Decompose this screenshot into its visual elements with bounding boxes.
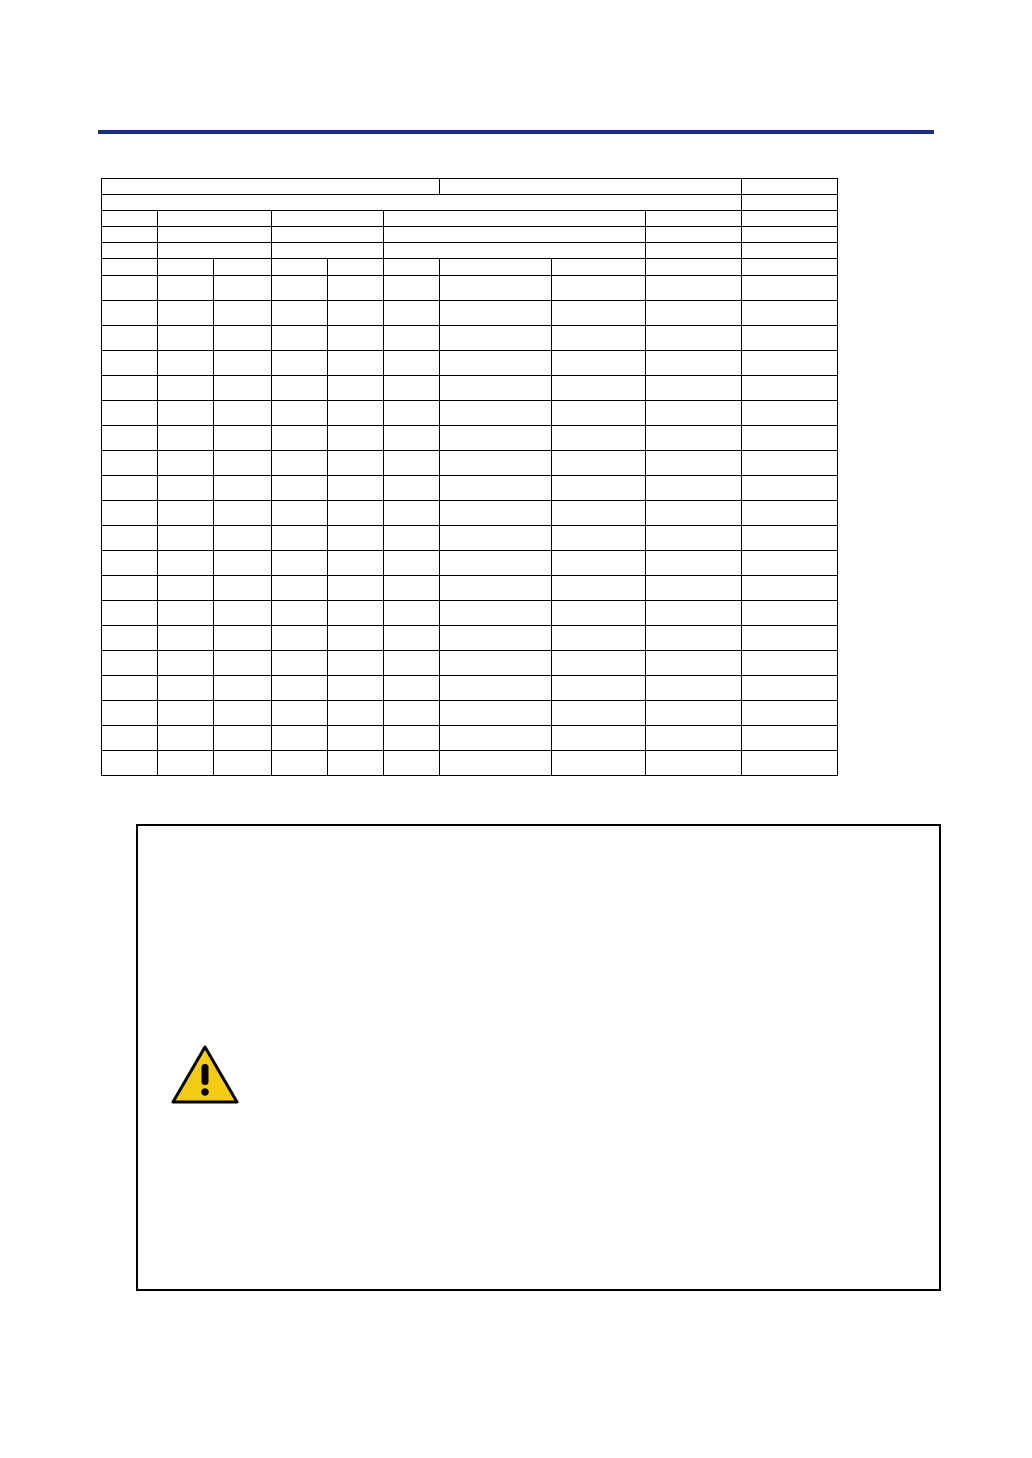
table-cell: [552, 576, 646, 601]
table-cell: [742, 601, 838, 626]
band-cell-empty: [742, 211, 838, 227]
table-cell: [328, 376, 384, 401]
table-cell: [440, 676, 552, 701]
table-cell: [272, 476, 328, 501]
table-row: [102, 276, 838, 301]
table-cell: [384, 526, 440, 551]
table-cell: [646, 476, 742, 501]
column-header-cell: [646, 259, 742, 276]
table-cell: [440, 401, 552, 426]
table-cell: [384, 601, 440, 626]
table-cell: [102, 301, 158, 326]
table-cell: [552, 326, 646, 351]
table-cell: [552, 351, 646, 376]
table-cell: [158, 726, 214, 751]
band-cell-redacted: [384, 211, 646, 227]
table-cell: [552, 401, 646, 426]
table-cell: [214, 626, 272, 651]
table-cell: [272, 726, 328, 751]
warning-note-box: [136, 824, 941, 1291]
band-cell-redacted: [102, 211, 158, 227]
table-cell: [328, 701, 384, 726]
table-cell: [272, 426, 328, 451]
table-cell: [742, 451, 838, 476]
table-cell: [552, 526, 646, 551]
table-cell: [742, 326, 838, 351]
table-row: [102, 726, 838, 751]
table-cell: [742, 701, 838, 726]
table-cell: [440, 651, 552, 676]
table-cell: [742, 551, 838, 576]
band-cell-redacted: [102, 179, 440, 195]
table-cell: [384, 751, 440, 776]
table-cell: [552, 676, 646, 701]
table-cell: [646, 276, 742, 301]
table-cell: [440, 301, 552, 326]
table-cell: [158, 451, 214, 476]
table-cell: [328, 326, 384, 351]
table-cell: [158, 501, 214, 526]
table-row: [102, 651, 838, 676]
table-cell: [328, 301, 384, 326]
table-cell: [552, 501, 646, 526]
header-divider-rule: [98, 130, 934, 134]
table-cell: [328, 276, 384, 301]
table-cell: [272, 451, 328, 476]
table-cell: [102, 451, 158, 476]
table-cell: [102, 626, 158, 651]
table-cell: [646, 301, 742, 326]
table-cell: [552, 651, 646, 676]
table-cell: [384, 501, 440, 526]
table-cell: [646, 326, 742, 351]
table-cell: [158, 751, 214, 776]
table-row: [102, 326, 838, 351]
table-cell: [440, 526, 552, 551]
band-cell-empty: [742, 179, 838, 195]
table-cell: [742, 426, 838, 451]
table-cell: [272, 676, 328, 701]
table-cell: [158, 526, 214, 551]
table-cell: [440, 601, 552, 626]
table-cell: [102, 526, 158, 551]
table-cell: [384, 726, 440, 751]
table-cell: [328, 401, 384, 426]
table-row: [102, 476, 838, 501]
table-cell: [102, 476, 158, 501]
table-row: [102, 526, 838, 551]
table-cell: [328, 576, 384, 601]
table-cell: [328, 751, 384, 776]
table-cell: [328, 551, 384, 576]
table-cell: [384, 376, 440, 401]
table-row: [102, 376, 838, 401]
specification-table-container: [101, 178, 837, 776]
table-cell: [552, 276, 646, 301]
table-cell: [742, 676, 838, 701]
table-cell: [384, 576, 440, 601]
column-header-cell: [272, 259, 328, 276]
table-cell: [384, 676, 440, 701]
table-band-row: [102, 195, 838, 211]
table-cell: [272, 501, 328, 526]
specification-table: [101, 178, 838, 776]
band-cell-redacted: [102, 243, 158, 259]
table-cell: [328, 601, 384, 626]
column-header-cell: [328, 259, 384, 276]
table-cell: [272, 701, 328, 726]
band-cell-empty: [158, 211, 272, 227]
table-cell: [158, 576, 214, 601]
column-header-cell: [102, 259, 158, 276]
table-cell: [552, 626, 646, 651]
table-cell: [102, 351, 158, 376]
table-cell: [440, 476, 552, 501]
table-cell: [158, 651, 214, 676]
table-cell: [272, 401, 328, 426]
table-cell: [102, 401, 158, 426]
table-cell: [272, 576, 328, 601]
table-cell: [214, 326, 272, 351]
table-cell: [552, 301, 646, 326]
table-cell: [102, 551, 158, 576]
table-cell: [328, 526, 384, 551]
table-cell: [384, 351, 440, 376]
table-cell: [158, 476, 214, 501]
table-cell: [102, 751, 158, 776]
warning-triangle-icon: [170, 1044, 240, 1106]
table-cell: [552, 726, 646, 751]
table-cell: [272, 326, 328, 351]
table-cell: [440, 626, 552, 651]
table-cell: [646, 626, 742, 651]
band-cell-empty: [102, 227, 158, 243]
table-cell: [440, 726, 552, 751]
table-row: [102, 701, 838, 726]
band-cell-empty: [272, 227, 384, 243]
specification-table-body: [102, 179, 838, 776]
table-cell: [272, 651, 328, 676]
table-cell: [328, 676, 384, 701]
table-cell: [646, 351, 742, 376]
table-cell: [742, 301, 838, 326]
table-cell: [214, 701, 272, 726]
table-cell: [646, 401, 742, 426]
band-cell-empty: [742, 243, 838, 259]
table-cell: [646, 651, 742, 676]
band-cell-empty: [272, 243, 384, 259]
table-cell: [646, 726, 742, 751]
table-cell: [440, 426, 552, 451]
table-cell: [646, 601, 742, 626]
table-cell: [214, 276, 272, 301]
band-cell-redacted: [440, 179, 742, 195]
table-cell: [102, 701, 158, 726]
table-cell: [646, 426, 742, 451]
table-cell: [440, 701, 552, 726]
table-cell: [384, 626, 440, 651]
table-cell: [742, 401, 838, 426]
table-cell: [646, 551, 742, 576]
table-cell: [102, 576, 158, 601]
table-cell: [272, 551, 328, 576]
table-row: [102, 601, 838, 626]
table-row: [102, 451, 838, 476]
table-cell: [552, 451, 646, 476]
table-cell: [440, 551, 552, 576]
table-cell: [102, 726, 158, 751]
table-cell: [272, 301, 328, 326]
column-header-cell: [384, 259, 440, 276]
table-cell: [384, 701, 440, 726]
table-cell: [158, 551, 214, 576]
table-row: [102, 401, 838, 426]
table-row: [102, 351, 838, 376]
table-cell: [384, 451, 440, 476]
band-cell-redacted: [102, 195, 742, 211]
table-cell: [742, 376, 838, 401]
table-cell: [742, 351, 838, 376]
table-cell: [742, 501, 838, 526]
table-cell: [552, 376, 646, 401]
table-cell: [552, 426, 646, 451]
table-cell: [214, 351, 272, 376]
table-cell: [158, 351, 214, 376]
table-band-row: [102, 211, 838, 227]
table-cell: [742, 626, 838, 651]
column-header-cell: [440, 259, 552, 276]
table-cell: [440, 751, 552, 776]
table-cell: [272, 751, 328, 776]
band-cell-empty: [158, 227, 272, 243]
column-header-cell: [742, 259, 838, 276]
table-cell: [440, 376, 552, 401]
table-cell: [552, 551, 646, 576]
table-cell: [102, 601, 158, 626]
table-row: [102, 301, 838, 326]
table-cell: [272, 276, 328, 301]
table-band-row: [102, 243, 838, 259]
table-cell: [214, 576, 272, 601]
table-cell: [552, 751, 646, 776]
table-cell: [158, 301, 214, 326]
table-cell: [742, 276, 838, 301]
band-cell-redacted: [384, 243, 646, 259]
table-cell: [742, 526, 838, 551]
table-cell: [384, 401, 440, 426]
table-cell: [742, 476, 838, 501]
table-cell: [552, 476, 646, 501]
table-cell: [158, 626, 214, 651]
table-cell: [214, 376, 272, 401]
table-row: [102, 501, 838, 526]
table-cell: [646, 751, 742, 776]
table-cell: [440, 501, 552, 526]
table-cell: [272, 351, 328, 376]
table-cell: [742, 726, 838, 751]
table-cell: [440, 351, 552, 376]
table-cell: [158, 426, 214, 451]
table-cell: [646, 451, 742, 476]
table-cell: [102, 426, 158, 451]
table-cell: [214, 751, 272, 776]
table-cell: [102, 376, 158, 401]
table-cell: [328, 626, 384, 651]
table-cell: [646, 676, 742, 701]
table-row: [102, 576, 838, 601]
table-cell: [214, 426, 272, 451]
table-cell: [440, 326, 552, 351]
table-cell: [440, 576, 552, 601]
table-cell: [158, 376, 214, 401]
band-cell-redacted: [646, 243, 742, 259]
table-cell: [102, 326, 158, 351]
band-cell-redacted: [646, 211, 742, 227]
table-band-row: [102, 179, 838, 195]
band-cell-empty: [742, 227, 838, 243]
table-cell: [384, 551, 440, 576]
table-cell: [214, 651, 272, 676]
table-cell: [158, 326, 214, 351]
table-row: [102, 551, 838, 576]
table-cell: [158, 276, 214, 301]
band-cell-redacted: [384, 227, 646, 243]
table-cell: [646, 701, 742, 726]
table-cell: [384, 326, 440, 351]
band-cell-empty: [158, 243, 272, 259]
table-cell: [646, 576, 742, 601]
table-cell: [272, 526, 328, 551]
table-cell: [214, 401, 272, 426]
table-cell: [272, 601, 328, 626]
band-cell-redacted: [646, 227, 742, 243]
table-cell: [552, 701, 646, 726]
table-cell: [742, 576, 838, 601]
table-cell: [646, 526, 742, 551]
table-cell: [214, 501, 272, 526]
table-cell: [214, 551, 272, 576]
table-cell: [328, 726, 384, 751]
column-header-cell: [214, 259, 272, 276]
table-cell: [646, 376, 742, 401]
table-cell: [214, 726, 272, 751]
table-cell: [214, 601, 272, 626]
table-cell: [214, 301, 272, 326]
table-cell: [552, 601, 646, 626]
table-cell: [328, 476, 384, 501]
table-cell: [158, 601, 214, 626]
band-cell-empty: [742, 195, 838, 211]
band-cell-empty: [272, 211, 384, 227]
table-cell: [272, 376, 328, 401]
table-cell: [102, 501, 158, 526]
table-row: [102, 676, 838, 701]
table-cell: [158, 401, 214, 426]
table-cell: [646, 501, 742, 526]
table-cell: [214, 476, 272, 501]
table-cell: [158, 701, 214, 726]
column-header-cell: [552, 259, 646, 276]
table-cell: [384, 301, 440, 326]
table-cell: [440, 276, 552, 301]
table-cell: [102, 676, 158, 701]
table-band-row: [102, 227, 838, 243]
table-cell: [158, 676, 214, 701]
table-cell: [214, 526, 272, 551]
table-cell: [328, 451, 384, 476]
table-cell: [328, 651, 384, 676]
table-cell: [214, 676, 272, 701]
table-cell: [328, 426, 384, 451]
column-header-cell: [158, 259, 214, 276]
table-row: [102, 626, 838, 651]
table-cell: [328, 501, 384, 526]
table-cell: [742, 651, 838, 676]
table-header-row: [102, 259, 838, 276]
table-cell: [384, 276, 440, 301]
table-cell: [214, 451, 272, 476]
table-cell: [328, 351, 384, 376]
table-cell: [102, 651, 158, 676]
table-cell: [384, 426, 440, 451]
table-cell: [102, 276, 158, 301]
table-row: [102, 426, 838, 451]
table-cell: [742, 751, 838, 776]
table-row: [102, 751, 838, 776]
table-cell: [272, 626, 328, 651]
table-cell: [384, 651, 440, 676]
table-cell: [384, 476, 440, 501]
table-cell: [440, 451, 552, 476]
